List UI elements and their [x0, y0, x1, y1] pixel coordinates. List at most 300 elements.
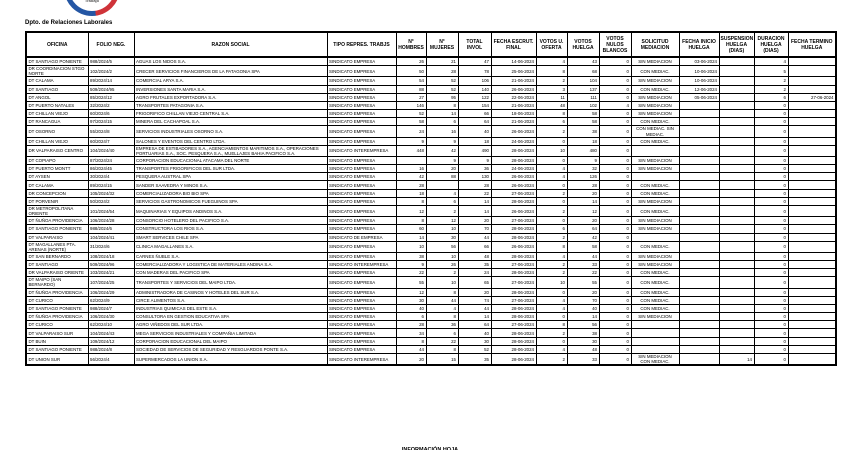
- table-cell: CON MEDIAC. SIN MEDIAC.: [631, 126, 679, 137]
- table-cell: 44: [567, 252, 599, 260]
- table-cell: SOCIEDAD DE SERVICIOS DE SEGURIDAD Y RESGUARDOS PONTE S.A.: [134, 345, 327, 353]
- table-cell: 26-06-2024: [491, 206, 536, 217]
- table-cell: 106/2024/28: [88, 217, 134, 225]
- table-cell: 0: [754, 345, 788, 353]
- table-cell: 66: [458, 241, 491, 252]
- table-cell: 24-06-2024: [491, 165, 536, 173]
- logo-center: [69, 0, 115, 11]
- table-cell: [719, 101, 754, 109]
- table-cell: 8: [426, 345, 458, 353]
- table-cell: 4: [754, 57, 788, 66]
- table-cell: 448: [396, 145, 426, 156]
- table-cell: [679, 337, 719, 345]
- table-cell: 2: [426, 269, 458, 277]
- table-row: [26, 345, 836, 353]
- table-cell: 480: [567, 145, 599, 156]
- table-cell: CON MEDIAC.: [631, 206, 679, 217]
- table-cell: SIN MEDIACION: [631, 57, 679, 66]
- table-row: [26, 165, 836, 173]
- table-cell: 0: [754, 233, 788, 241]
- table-cell: SINDICATO EMPRESA: [327, 126, 396, 137]
- table-cell: SINDICATO EMPRESA: [327, 57, 396, 66]
- table-cell: 97/2024/15: [88, 118, 134, 126]
- table-cell: [788, 145, 836, 156]
- table-cell: 0: [599, 57, 631, 66]
- table-cell: 988/2024/6: [88, 225, 134, 233]
- table-cell: 105/2024/32: [88, 189, 134, 197]
- table-cell: 14: [426, 110, 458, 118]
- table-cell: [719, 321, 754, 329]
- table-cell: 2: [536, 77, 567, 85]
- table-cell: [679, 126, 719, 137]
- table-cell: 20: [396, 354, 426, 366]
- table-cell: [788, 225, 836, 233]
- table-cell: 68: [567, 66, 599, 77]
- table-cell: 988/2024/8: [88, 345, 134, 353]
- table-cell: [679, 313, 719, 321]
- table-cell: 52: [458, 345, 491, 353]
- table-cell: CORPORACION EDUCACIONAL DEL MAIPO: [134, 337, 327, 345]
- table-cell: 106: [458, 77, 491, 85]
- table-cell: DT PUERTO NATALES: [26, 101, 88, 109]
- table-cell: CLINICA MAGALLANES S.A.: [134, 241, 327, 252]
- table-cell: 42: [567, 233, 599, 241]
- table-cell: 9: [458, 156, 491, 164]
- table-row: [26, 77, 836, 85]
- table-cell: 0: [754, 137, 788, 145]
- table-cell: 0: [754, 225, 788, 233]
- table-cell: [719, 252, 754, 260]
- table-cell: 64: [567, 225, 599, 233]
- table-cell: 0: [536, 156, 567, 164]
- table-cell: 5: [754, 66, 788, 77]
- table-cell: 6: [754, 93, 788, 101]
- column-header: FECHA INICIO HUELGA: [679, 32, 719, 57]
- table-cell: 0: [754, 329, 788, 337]
- table-cell: 0: [599, 269, 631, 277]
- table-cell: 0: [599, 173, 631, 181]
- table-cell: 9: [567, 156, 599, 164]
- table-cell: DT ÑUÑOA PROVIDENCIA: [26, 217, 88, 225]
- table-cell: 05-06-2024: [679, 93, 719, 101]
- table-cell: 8: [426, 101, 458, 109]
- table-row: [26, 261, 836, 269]
- table-cell: 8: [536, 110, 567, 118]
- table-cell: CONSORCIO HOTELERO DEL PACIFICO S.A.: [134, 217, 327, 225]
- table-cell: [788, 57, 836, 66]
- table-cell: 0: [599, 93, 631, 101]
- table-cell: 2: [536, 206, 567, 217]
- table-cell: 40: [567, 304, 599, 312]
- table-cell: 106/2024/30: [88, 313, 134, 321]
- table-cell: 0: [599, 118, 631, 126]
- column-header: SUSPENSION HUELGA (DIAS): [719, 32, 754, 57]
- page-footer: INFORMACIÓN HOJA: [401, 447, 459, 450]
- table-cell: [788, 206, 836, 217]
- table-cell: SIN MEDIACION: [631, 197, 679, 205]
- table-cell: 48: [458, 252, 491, 260]
- table-cell: 4: [599, 101, 631, 109]
- column-header: FECHA TERMINO HUELGA: [788, 32, 836, 57]
- table-cell: [631, 173, 679, 181]
- table-cell: [719, 77, 754, 85]
- table-cell: 104: [567, 77, 599, 85]
- table-cell: DT CHILLAN VIEJO: [26, 110, 88, 118]
- table-cell: 40: [458, 329, 491, 337]
- table-cell: 70: [567, 296, 599, 304]
- table-cell: SINDICATO EMPRESA: [327, 77, 396, 85]
- table-cell: 18: [458, 137, 491, 145]
- table-cell: 9: [426, 156, 458, 164]
- table-cell: CON MEDIAC.: [631, 277, 679, 288]
- table-cell: 20: [426, 165, 458, 173]
- table-row: [26, 288, 836, 296]
- table-cell: 4: [536, 165, 567, 173]
- table-cell: DT CHILLAN VIEJO: [26, 137, 88, 145]
- table-cell: SINDICATO EMPRESA: [327, 197, 396, 205]
- table-cell: 28-06-2024: [491, 313, 536, 321]
- table-cell: [719, 277, 754, 288]
- table-cell: 102: [567, 101, 599, 109]
- table-cell: 26-06-2024: [491, 173, 536, 181]
- table-cell: [788, 296, 836, 304]
- table-cell: 509/2024/95: [88, 85, 134, 93]
- table-cell: [788, 304, 836, 312]
- table-cell: CON MADERAS DEL PACIFICO SPA: [134, 269, 327, 277]
- table-cell: SERVICIOS GASTRONOMICOS FUEGUINOS SPA: [134, 197, 327, 205]
- table-cell: 42: [396, 173, 426, 181]
- table-row: [26, 206, 836, 217]
- table-cell: SIN MEDIACION CON MEDIAC.: [631, 354, 679, 366]
- table-cell: SIN MEDIACION: [631, 110, 679, 118]
- table-cell: 0: [536, 337, 567, 345]
- table-cell: 103/2024/21: [88, 269, 134, 277]
- table-cell: [631, 345, 679, 353]
- table-cell: DT OSORNO: [26, 126, 88, 137]
- table-cell: SINDICATO EMPRESA: [327, 241, 396, 252]
- table-cell: 4: [536, 173, 567, 181]
- table-cell: SINDICATO INTEREMPRESA: [327, 354, 396, 366]
- table-cell: 03-06-2024: [679, 57, 719, 66]
- table-cell: 126: [567, 173, 599, 181]
- table-cell: 8: [426, 288, 458, 296]
- table-cell: 2: [536, 354, 567, 366]
- table-cell: 35: [458, 261, 491, 269]
- table-cell: SMART SERVICES CHILE SPA: [134, 233, 327, 241]
- table-cell: CON MEDIAC.: [631, 296, 679, 304]
- table-cell: 62/2024/10: [88, 321, 134, 329]
- table-cell: 64: [458, 118, 491, 126]
- table-cell: 0: [599, 277, 631, 288]
- table-cell: [679, 288, 719, 296]
- table-cell: AGRO FRUTALES EXPORTADORA S.A.: [134, 93, 327, 101]
- table-cell: CONSULTORA EN GESTION EDUCATIVA SPA: [134, 313, 327, 321]
- table-cell: 28-06-2024: [491, 354, 536, 366]
- table-cell: 31/2024/6: [88, 241, 134, 252]
- table-row: [26, 354, 836, 366]
- table-cell: 2: [426, 206, 458, 217]
- table-cell: 146: [396, 101, 426, 109]
- table-cell: SINDICATO EMPRESA: [327, 321, 396, 329]
- table-row: [26, 66, 836, 77]
- table-cell: SIN MEDIACION: [631, 101, 679, 109]
- column-header: VOTOS U. OFERTA: [536, 32, 567, 57]
- table-row: [26, 337, 836, 345]
- table-cell: 36: [458, 165, 491, 173]
- table-cell: 0: [599, 313, 631, 321]
- table-cell: DT SANTIAGO PONIENTE: [26, 225, 88, 233]
- table-cell: 24: [396, 126, 426, 137]
- table-cell: DT ÑUÑOA PROVIDENCIA: [26, 313, 88, 321]
- table-cell: [788, 173, 836, 181]
- table-cell: DR VALPARAISO ORIENTE: [26, 269, 88, 277]
- table-cell: 22-06-2024: [491, 93, 536, 101]
- table-cell: 30: [458, 337, 491, 345]
- table-cell: [788, 233, 836, 241]
- table-cell: DT SANTIAGO: [26, 85, 88, 93]
- table-cell: [788, 137, 836, 145]
- table-cell: 0: [754, 321, 788, 329]
- table-row: [26, 118, 836, 126]
- table-cell: 22: [426, 337, 458, 345]
- table-cell: [719, 197, 754, 205]
- table-cell: 14: [458, 313, 491, 321]
- table-row: [26, 85, 836, 93]
- table-cell: 11: [536, 93, 567, 101]
- table-cell: CON MEDIAC.: [631, 241, 679, 252]
- table-cell: 44: [396, 345, 426, 353]
- table-cell: SIN MEDIACION: [631, 217, 679, 225]
- table-cell: 21: [426, 57, 458, 66]
- table-row: [26, 296, 836, 304]
- table-row: [26, 252, 836, 260]
- column-header: FECHA ESCRUT. FINAL: [491, 32, 536, 57]
- table-cell: 28-06-2024: [491, 233, 536, 241]
- table-cell: DT VALPARAISO SUR: [26, 329, 88, 337]
- table-cell: FRIGORIFICO CHILLAN VIEJO CENTRAL S.A.: [134, 110, 327, 118]
- table-cell: [719, 313, 754, 321]
- table-header-row: [26, 32, 836, 57]
- table-cell: 40: [458, 126, 491, 137]
- table-cell: 0: [754, 206, 788, 217]
- table-cell: 28-06-2024: [491, 269, 536, 277]
- table-cell: SUPERMERCADOS LA UNION S.A.: [134, 354, 327, 366]
- table-cell: 0: [754, 252, 788, 260]
- table-cell: [719, 126, 754, 137]
- table-cell: 28-06-2024: [491, 252, 536, 260]
- table-cell: 14: [458, 206, 491, 217]
- table-cell: 28: [567, 181, 599, 189]
- table-cell: 0: [754, 156, 788, 164]
- table-cell: 38: [567, 329, 599, 337]
- table-cell: [679, 261, 719, 269]
- table-cell: 42: [426, 145, 458, 156]
- table-cell: 78: [458, 66, 491, 77]
- table-cell: [719, 261, 754, 269]
- table-cell: [719, 345, 754, 353]
- table-cell: 52: [426, 85, 458, 93]
- table-cell: SINDICATO EMPRESA: [327, 165, 396, 173]
- table-cell: 0: [754, 337, 788, 345]
- table-cell: [679, 304, 719, 312]
- table-cell: 0: [599, 156, 631, 164]
- table-cell: 4: [426, 304, 458, 312]
- table-cell: 27-06-2024: [491, 277, 536, 288]
- table-cell: 87/2024/24: [88, 156, 134, 164]
- table-cell: 14: [567, 313, 599, 321]
- table-cell: 21-06-2024: [491, 77, 536, 85]
- table-cell: SIN MEDIACION: [631, 261, 679, 269]
- table-cell: 0: [599, 66, 631, 77]
- table-row: [26, 217, 836, 225]
- table-cell: 20: [458, 288, 491, 296]
- table-cell: 4: [536, 345, 567, 353]
- column-header: N° HOMBRES: [396, 32, 426, 57]
- table-cell: 38: [396, 252, 426, 260]
- table-cell: 0: [599, 296, 631, 304]
- table-cell: [396, 156, 426, 164]
- table-cell: [679, 206, 719, 217]
- table-cell: [788, 77, 836, 85]
- table-cell: [719, 118, 754, 126]
- table-cell: 0: [754, 269, 788, 277]
- table-cell: [679, 241, 719, 252]
- table-cell: 0: [754, 241, 788, 252]
- table-cell: CON MEDIAC.: [631, 189, 679, 197]
- table-cell: 0: [599, 126, 631, 137]
- column-header: TOTAL INVOL: [458, 32, 491, 57]
- table-cell: 0: [754, 288, 788, 296]
- table-cell: DT CALAMA: [26, 77, 88, 85]
- table-cell: 38: [567, 126, 599, 137]
- table-cell: [719, 288, 754, 296]
- table-cell: 107/2024/25: [88, 277, 134, 288]
- table-cell: AGUAS LOS NIDOS S.A.: [134, 57, 327, 66]
- table-cell: DT SAN BERNARDO: [26, 252, 88, 260]
- table-cell: DT RANCAGUA: [26, 118, 88, 126]
- table-cell: [788, 354, 836, 366]
- table-cell: 18: [567, 137, 599, 145]
- table-cell: 28: [396, 181, 426, 189]
- table-cell: [788, 277, 836, 288]
- table-cell: SINDICATO EMPRESA: [327, 252, 396, 260]
- table-cell: 0: [754, 217, 788, 225]
- table-cell: 10: [396, 241, 426, 252]
- table-cell: 65: [458, 277, 491, 288]
- table-cell: 0: [599, 241, 631, 252]
- table-cell: 140: [458, 85, 491, 93]
- table-cell: 21-06-2024: [491, 101, 536, 109]
- table-cell: 4: [536, 304, 567, 312]
- table-cell: SINDICATO EMPRESA: [327, 217, 396, 225]
- table-cell: 24: [458, 269, 491, 277]
- table-row: [26, 57, 836, 66]
- table-cell: 88: [396, 85, 426, 93]
- table-cell: [788, 288, 836, 296]
- table-row: [26, 156, 836, 164]
- table-cell: [679, 110, 719, 118]
- table-cell: [719, 269, 754, 277]
- strike-votes-table: [25, 31, 837, 366]
- table-cell: 74: [458, 296, 491, 304]
- table-cell: 58: [567, 118, 599, 126]
- logo-text-line2: Trabajo: [84, 0, 100, 4]
- table-cell: SINDICATO EMPRESA: [327, 189, 396, 197]
- table-cell: [788, 197, 836, 205]
- table-cell: 2: [536, 233, 567, 241]
- table-cell: CIRCE ALIMENTOS S.A.: [134, 296, 327, 304]
- table-cell: 28-06-2024: [491, 345, 536, 353]
- table-cell: 0: [599, 137, 631, 145]
- table-cell: SINDICATO EMPRESA: [327, 225, 396, 233]
- column-header: N° MUJERES: [426, 32, 458, 57]
- table-cell: SIN MEDIACION: [631, 165, 679, 173]
- table-cell: [679, 225, 719, 233]
- table-cell: SINDICATO EMPRESA: [327, 85, 396, 93]
- table-cell: 0: [599, 181, 631, 189]
- table-cell: 6: [536, 118, 567, 126]
- table-cell: CON MEDIAC.: [631, 288, 679, 296]
- table-cell: 56: [567, 321, 599, 329]
- column-header: FOLIO NEG.: [88, 32, 134, 57]
- table-cell: 50/2024/2: [88, 197, 134, 205]
- table-cell: 85/2024/12: [88, 93, 134, 101]
- table-cell: 0: [599, 145, 631, 156]
- table-cell: SINDICATO EMPRESA: [327, 288, 396, 296]
- table-cell: 130: [458, 173, 491, 181]
- table-cell: [719, 165, 754, 173]
- table-cell: 0: [599, 217, 631, 225]
- table-cell: [719, 173, 754, 181]
- table-cell: 14: [719, 354, 754, 366]
- table-cell: 0: [754, 181, 788, 189]
- table-cell: 0: [599, 77, 631, 85]
- table-cell: 30: [567, 337, 599, 345]
- table-cell: 6: [426, 329, 458, 337]
- table-cell: 0: [754, 313, 788, 321]
- table-cell: 12: [426, 217, 458, 225]
- table-cell: DT SANTIAGO PONIENTE: [26, 304, 88, 312]
- table-cell: [719, 145, 754, 156]
- table-cell: 28-06-2024: [491, 145, 536, 156]
- table-cell: [788, 156, 836, 164]
- table-cell: 58: [396, 118, 426, 126]
- table-cell: CON MEDIAC.: [631, 66, 679, 77]
- table-cell: [719, 137, 754, 145]
- table-cell: MEGA SERVICIOS INDUSTRIALES Y COMPAÑIA LIMITADA: [134, 329, 327, 337]
- table-cell: 26-06-2024: [491, 241, 536, 252]
- table-cell: CON MEDIAC.: [631, 304, 679, 312]
- table-cell: 0: [599, 354, 631, 366]
- table-cell: 0: [599, 110, 631, 118]
- table-cell: 0: [754, 173, 788, 181]
- table-cell: SINDICATO INTEREMPRESA: [327, 261, 396, 269]
- table-cell: 2: [754, 85, 788, 93]
- table-cell: 66: [458, 110, 491, 118]
- table-cell: [679, 137, 719, 145]
- department-title: Dpto. de Relaciones Laborales: [25, 20, 113, 26]
- table-cell: 54: [396, 77, 426, 85]
- table-cell: 28: [426, 66, 458, 77]
- table-cell: 60/2024/6: [88, 110, 134, 118]
- table-cell: SANDER SAAVEDRA Y MINOS S.A.: [134, 181, 327, 189]
- table-cell: [788, 110, 836, 118]
- table-cell: SINDICATO EMPRESA: [327, 277, 396, 288]
- table-cell: 0: [599, 206, 631, 217]
- table-cell: [788, 101, 836, 109]
- table-cell: 0: [754, 189, 788, 197]
- table-cell: AGRO VIÑEDOS DEL SUR LTDA.: [134, 321, 327, 329]
